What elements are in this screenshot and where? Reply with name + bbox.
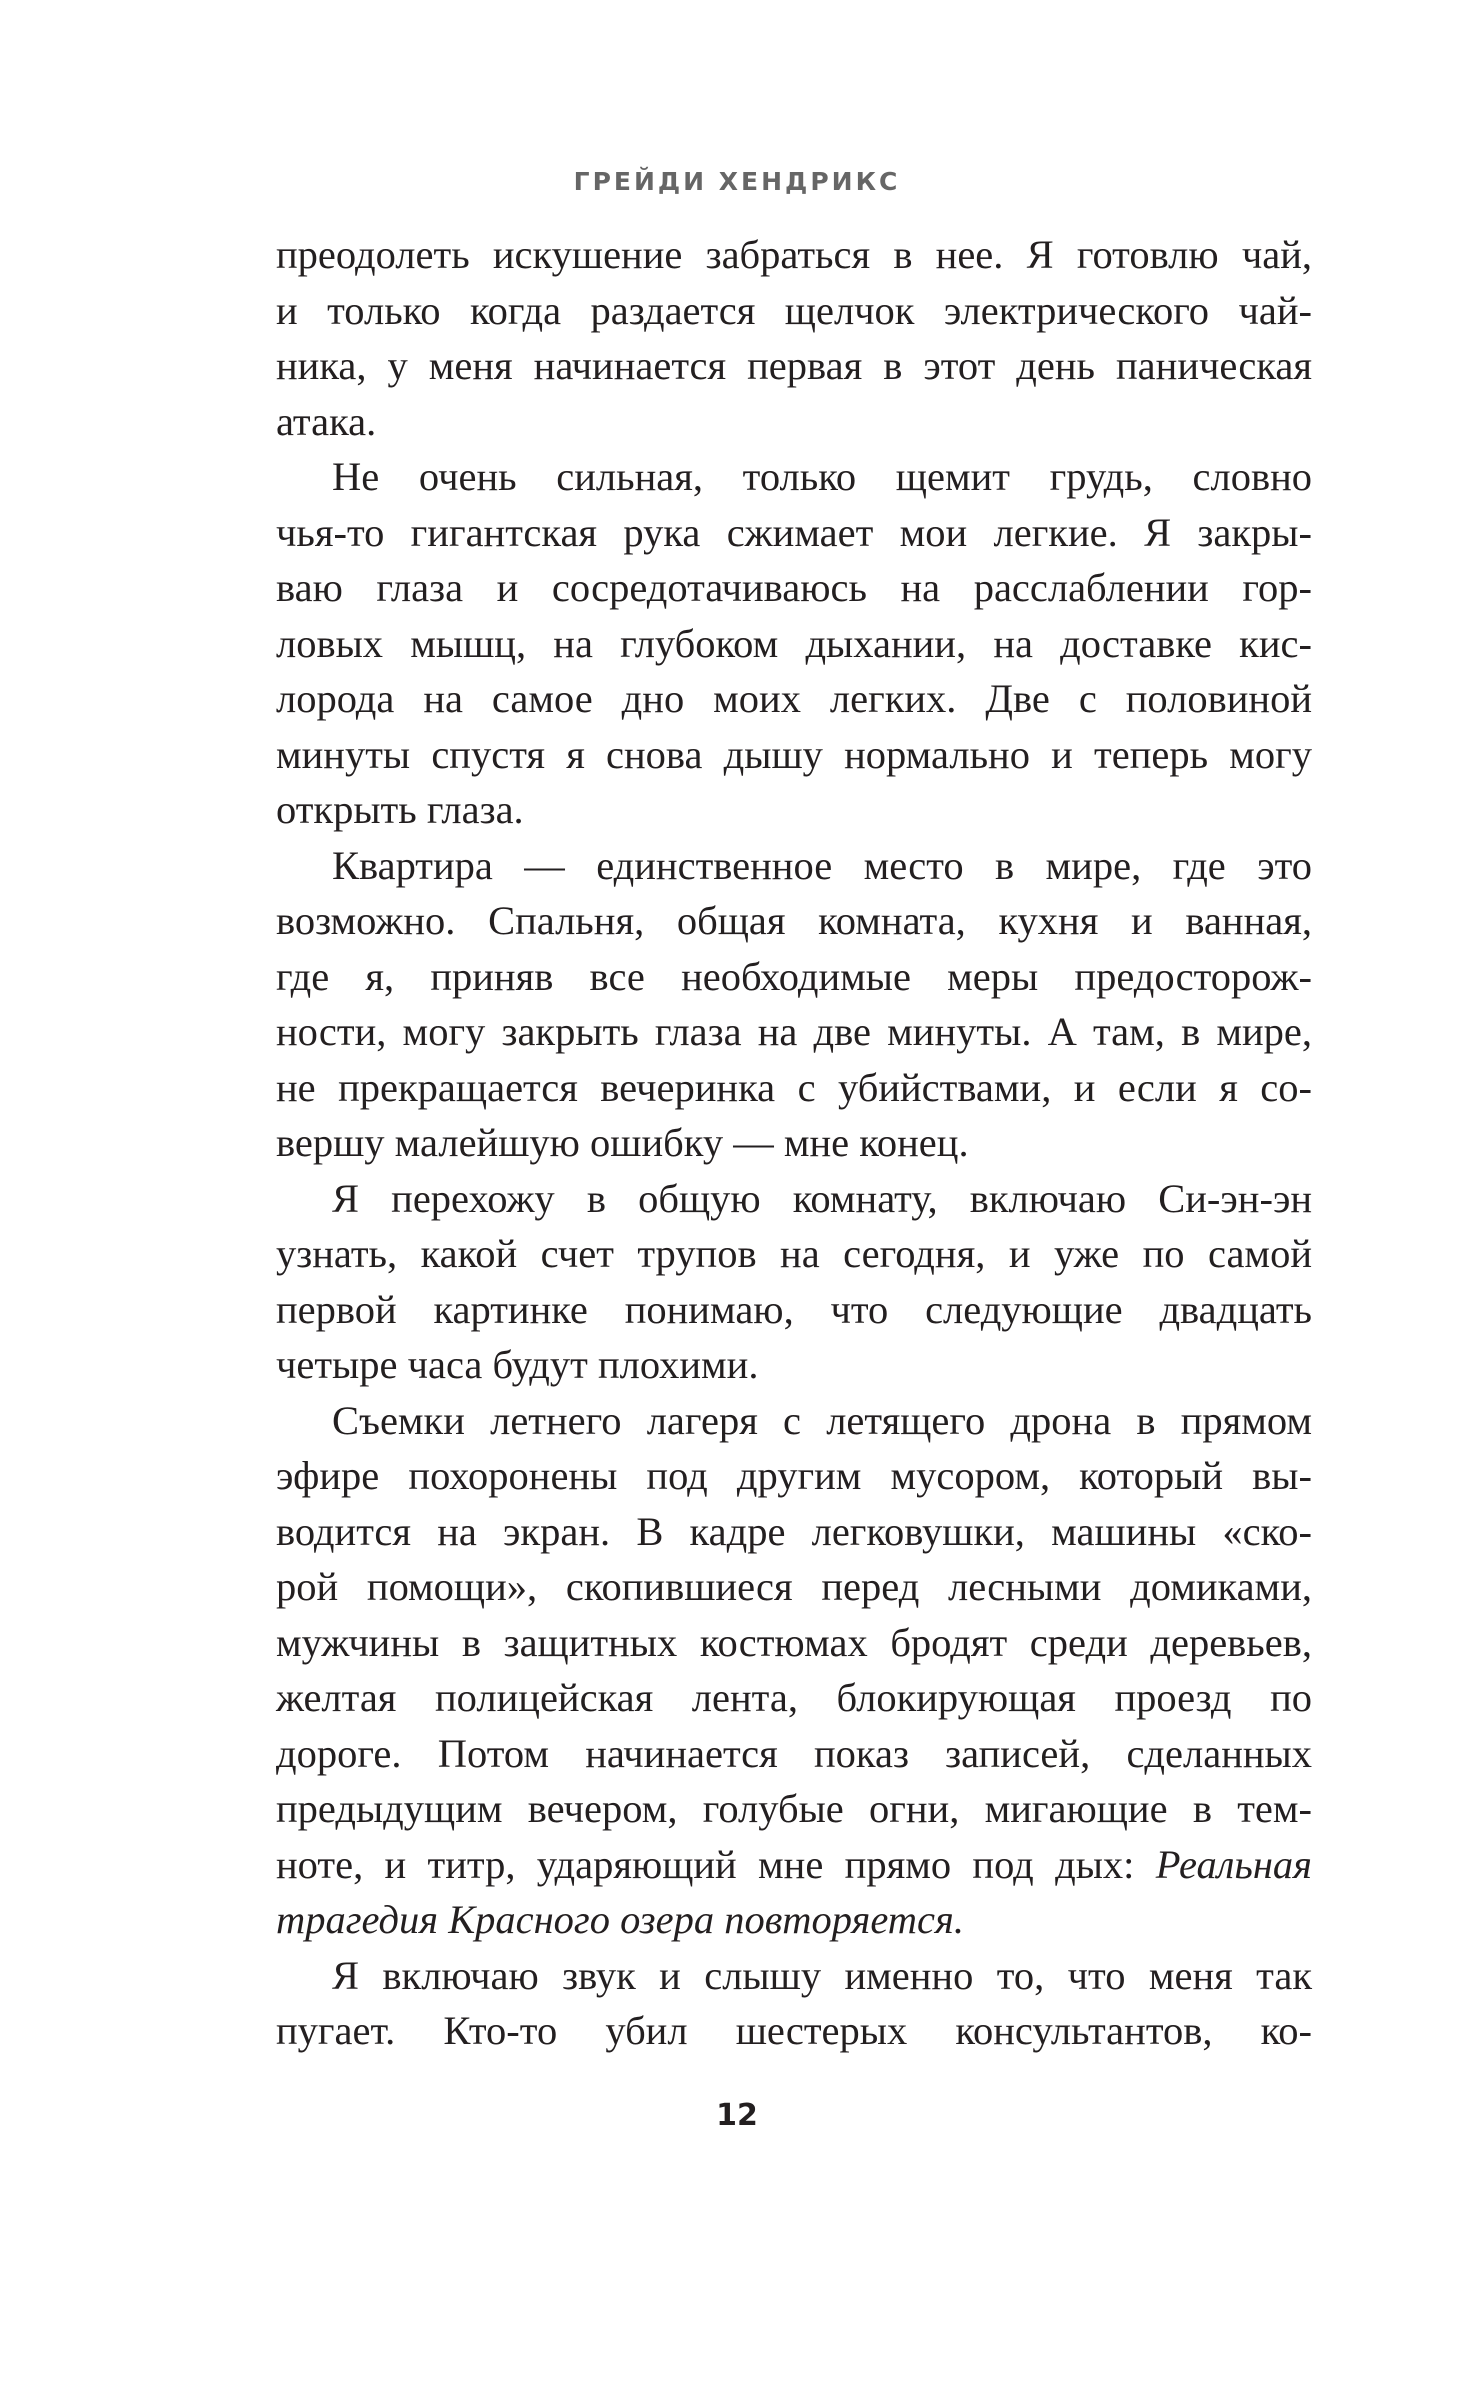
line-text: рой помощи», скопившиеся перед лесными домиками, (276, 1564, 1312, 1609)
line-text: узнать, какой счет трупов на сегодня, и уже по самой (276, 1231, 1312, 1276)
line-text: открыть глаза. (276, 787, 524, 832)
text-line (276, 727, 1312, 783)
text-line (276, 838, 1312, 894)
text-line (276, 1615, 1312, 1671)
line-text: преодолеть искушение забраться в нее. Я готовлю чай, (276, 232, 1312, 277)
line-text: возможно. Спальня, общая комната, кухня и ванная, (276, 898, 1312, 943)
text-line (276, 394, 1312, 450)
line-text: предыдущим вечером, голубые огни, мигающие в тем- (276, 1786, 1312, 1831)
line-text: ноте, и титр, ударяющий мне прямо под дых: (276, 1841, 1135, 1887)
line-text: Я перехожу в общую комнату, включаю Си-эн-эн (332, 1175, 1312, 1221)
line-text: желтая полицейская лента, блокирующая проезд по (276, 1675, 1312, 1720)
line-text: ника, у меня начинается первая в этот день паническая (276, 343, 1312, 388)
text-line (276, 1504, 1312, 1560)
text-line (276, 449, 1312, 505)
text-line (276, 1670, 1312, 1726)
text-line (276, 1337, 1312, 1393)
line-text: ловых мышц, на глубоком дыхании, на доставке кис- (276, 620, 1312, 666)
text-line (276, 1837, 1312, 1893)
text-line (276, 2003, 1312, 2059)
text-line (276, 1393, 1312, 1449)
italic-text: трагедия Красного озера повторяется. (276, 1897, 964, 1942)
line-text: дороге. Потом начинается показ записей, сделанных (276, 1730, 1312, 1776)
text-line (276, 1781, 1312, 1837)
text-line (276, 671, 1312, 727)
text-line (276, 949, 1312, 1005)
body-text (276, 227, 1312, 2059)
text-line (276, 1892, 1312, 1948)
text-line (276, 616, 1312, 672)
line-text: вершу малейшую ошибку — мне конец. (276, 1120, 969, 1165)
line-text: водится на экран. В кадре легковушки, машины «ско- (276, 1508, 1312, 1554)
running-head: ГРЕЙДИ ХЕНДРИКС (573, 167, 901, 196)
line-text: не прекращается вечеринка с убийствами, и если я со- (276, 1064, 1312, 1110)
italic-text: Реальная (1155, 1841, 1312, 1887)
text-line (276, 283, 1312, 339)
line-text: и только когда раздается щелчок электрического чай- (276, 287, 1312, 333)
text-line (276, 1171, 1312, 1227)
line-text: где я, приняв все необходимые меры предосторож- (276, 953, 1312, 999)
line-text: Я включаю звук и слышу именно то, что меня так (332, 1952, 1312, 1998)
text-line (276, 505, 1312, 561)
line-text: ности, могу закрыть глаза на две минуты. А там, в мире, (276, 1009, 1312, 1054)
line-text: четыре часа будут плохими. (276, 1342, 759, 1387)
page-number: 12 (716, 2098, 758, 2133)
line-text: лорода на самое дно моих легких. Две с половиной (276, 676, 1312, 721)
line-text: чья-то гигантская рука сжимает мои легкие. Я закры- (276, 509, 1312, 555)
text-line (276, 1726, 1312, 1782)
line-text: пугает. Кто-то убил шестерых консультантов, ко- (276, 2008, 1312, 2053)
text-line (276, 1004, 1312, 1060)
text-line (276, 1948, 1312, 2004)
text-line (276, 338, 1312, 394)
text-line (276, 1282, 1312, 1338)
line-text: Съемки летнего лагеря с летящего дрона в прямом (332, 1397, 1312, 1443)
line-text: атака. (276, 398, 377, 444)
text-line (276, 1060, 1312, 1116)
text-line (276, 1559, 1312, 1615)
line-text: минуты спустя я снова дышу нормально и теперь могу (276, 731, 1312, 777)
line-text: мужчины в защитных костюмах бродят среди деревьев, (276, 1619, 1312, 1665)
text-line (276, 1115, 1312, 1171)
line-text: эфире похоронены под другим мусором, который вы- (276, 1453, 1312, 1498)
line-text: Квартира — единственное место в мире, где это (332, 842, 1312, 888)
text-line (276, 893, 1312, 949)
text-line (276, 560, 1312, 616)
line-text: Не очень сильная, только щемит грудь, словно (332, 454, 1312, 499)
text-line (276, 1226, 1312, 1282)
text-line (276, 227, 1312, 283)
line-text: первой картинке понимаю, что следующие двадцать (276, 1286, 1312, 1332)
line-text: ваю глаза и сосредотачиваюсь на расслаблении гор- (276, 565, 1312, 610)
text-line (276, 1448, 1312, 1504)
text-line (276, 782, 1312, 838)
